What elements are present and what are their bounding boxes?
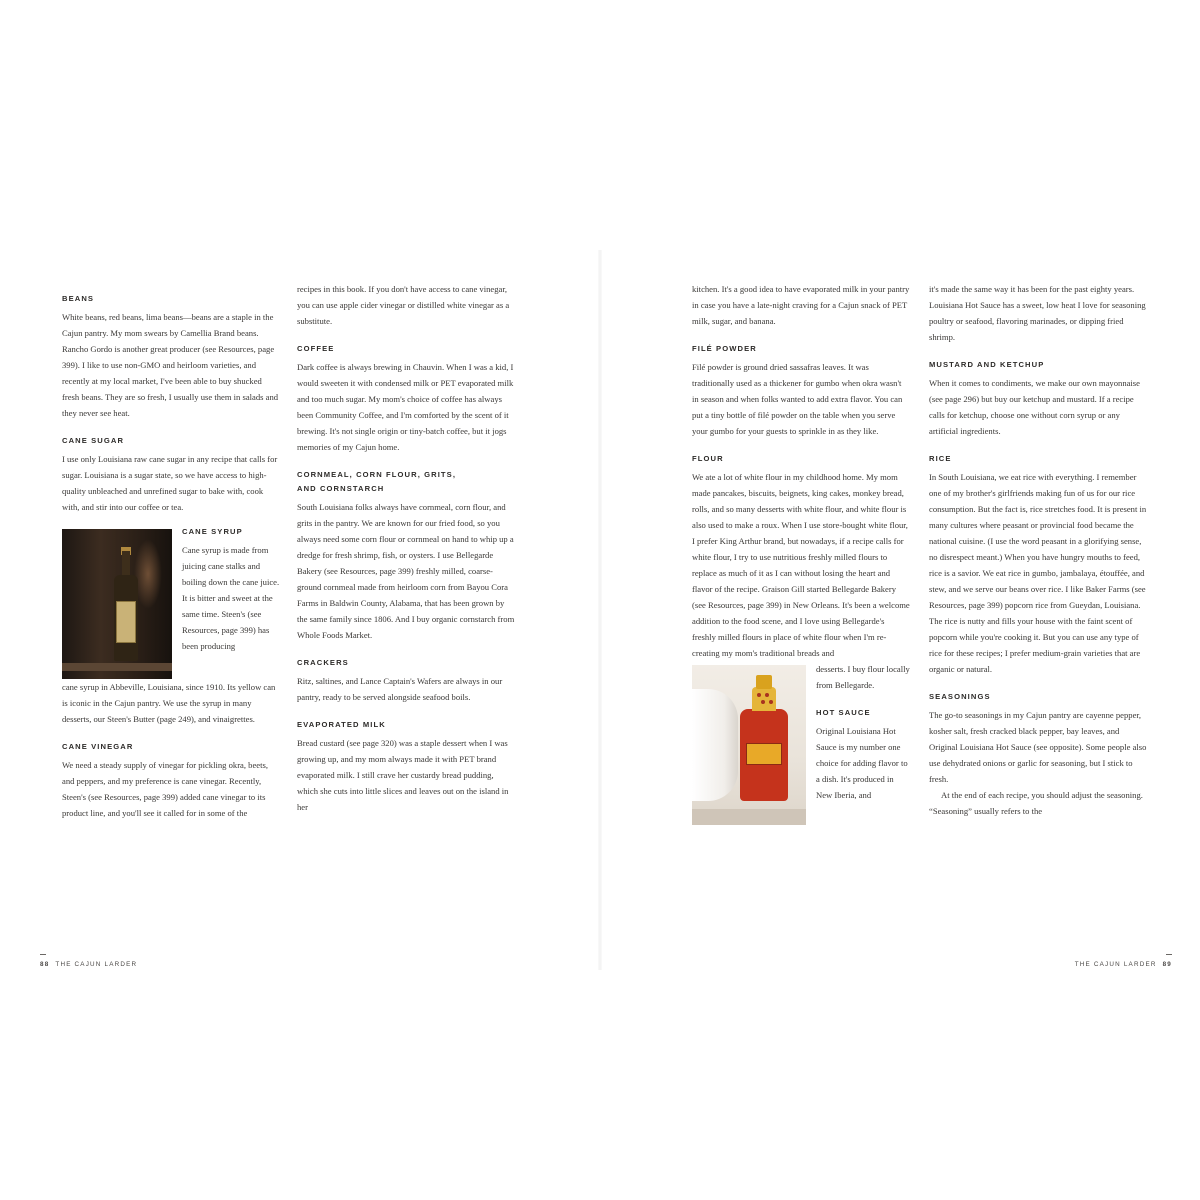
right-column-1 (692, 281, 910, 825)
cane-syrup-wrap (62, 525, 280, 679)
left-folio-rule (40, 954, 46, 955)
cane-vinegar-heading: CANE VINEGAR (62, 742, 134, 751)
coffee-text: Dark coffee is always brewing in Chauvin. When I was a kid, I would sweeten it with condensed milk or PET evaporated milk and too much sugar. My mom's choice of coffee has always been Community Coffee, and I'm comforted by the scent of it brewing. It's not single origin or tiny-batch coffee, but it jogs memories of my Cajun home. (297, 362, 514, 452)
left-column-1 (62, 292, 280, 821)
beans-text: White beans, red beans, lima beans—beans are a staple in the Cajun pantry. My mom swears by Camellia Brand beans. Rancho Gordo is another great producer (see Resources, page 399). I like to use non-GMO and heirloom varieties, and recently at my local market, I've been able to buy shucked fresh beans. They are so fresh, I usually use them in salads and they never see heat. (62, 312, 279, 418)
hot-sauce-text: Original Louisiana Hot Sauce is my number one choice for adding flavor to a dish. It's produced in New Iberia, and (816, 726, 908, 800)
evap-continued-text: kitchen. It's a good idea to have evaporated milk in your pantry in case you have a late-night craving for a Cajun snack of PET milk, sugar, and banana. (692, 284, 910, 326)
cornmeal-text: South Louisiana folks always have cornmeal, corn flour, and grits in the pantry. We are known for our fried food, so you always need some corn flour or cornmeal on hand to whip up a dredge for fresh shrimp, fish, or oysters. I use Bellegarde Bakery (see Resources, page 399) freshly milled, coarse-ground cornmeal made from heirloom corn from Bayou Cora Farms in Baldwin County, Alabama, that has been grown by the same family since 1806. And I buy organic cornstarch from Whole Foods Market. (297, 502, 515, 640)
rice-heading: RICE (929, 454, 952, 463)
beans-heading: BEANS (62, 294, 95, 303)
right-running-title: THE CAJUN LARDER (1074, 961, 1157, 968)
left-folio (34, 961, 137, 968)
right-page-number: 89 (1162, 961, 1172, 968)
seasonings-text-2: At the end of each recipe, you should adjust the seasoning. “Seasoning” usually refers to the (929, 790, 1143, 816)
seasonings-text: The go-to seasonings in my Cajun pantry are cayenne pepper, kosher salt, fresh cracked black pepper, bay leaves, and Original Louisiana Hot Sauce (see opposite). Some people also use dehydrated onions or garlic for seasoning, but I stick to fresh. (929, 710, 1147, 784)
crackers-heading: CRACKERS (297, 658, 349, 667)
seasonings-heading: SEASONINGS (929, 692, 991, 701)
hot-sauce-heading: HOT SAUCE (816, 708, 871, 717)
file-powder-text: Filé powder is ground dried sassafras leaves. It was traditionally used as a thickener for gumbo when okra wasn't in season and when folks wanted to add extra flavor. You can put a tiny bottle of filé powder on the table when you serve your gumbo for your guests to sprinkle in as they like. (692, 362, 903, 436)
cornmeal-heading-line-2: AND CORNSTARCH (297, 484, 385, 493)
left-page-number: 88 (40, 961, 50, 968)
cane-sugar-text: I use only Louisiana raw cane sugar in any recipe that calls for sugar. Louisiana is a sugar state, so we have access to high-quality unbleached and unrefined sugar to bake with, cook with, and stir into our coffee or tea. (62, 454, 278, 512)
right-folio-rule (1166, 954, 1172, 955)
vinegar-continued-text: recipes in this book. If you don't have access to cane vinegar, you can use apple cider vinegar or distilled white vinegar as a substitute. (297, 284, 510, 326)
hot-sauce-wrap (692, 661, 910, 825)
cornmeal-heading-line-1: CORNMEAL, CORN FLOUR, GRITS, (297, 470, 457, 479)
cane-vinegar-text: We need a steady supply of vinegar for pickling okra, beets, and peppers, and my preference is cane vinegar. Recently, Steen's (see Resources, page 399) added cane vinegar to its product line, and you'll see it called for in some of the (62, 760, 268, 818)
hot-sauce-bottle-photo (692, 665, 806, 825)
rice-text: In South Louisiana, we eat rice with everything. I remember one of my brother's girlfriends making fun of us for our rice consumption. But the fact is, rice stretches food. It is present in many cultures where peasant or provincial food became the national cuisine. (I use the word peasant in a glorifying sense, no disrespect meant.) When you have hungry mouths to feed, rice is a savior. We eat rice in gumbo, jambalaya, étouffée, and stew, and we serve our beans over rice. I like Baker Farms (see Resources, page 399) popcorn rice from Gueydan, Louisiana. The rice is nutty and fills your house with the faint scent of popcorn while you're cooking it. But you can use any type of rice for these recipes; I prefer medium-grain varieties that are organic or natural. (929, 472, 1147, 674)
cane-syrup-heading: CANE SYRUP (182, 527, 243, 536)
mustard-ketchup-heading: MUSTARD AND KETCHUP (929, 360, 1045, 369)
mustard-ketchup-text: When it comes to condiments, we make our own mayonnaise (see page 296) but buy our ketchup and mustard. If a recipe calls for ketchup, choose one without corn syrup or any artificial ingredients. (929, 378, 1140, 436)
file-powder-heading: FILÉ POWDER (692, 344, 757, 353)
book-gutter (598, 250, 602, 970)
coffee-heading: COFFEE (297, 344, 335, 353)
cane-syrup-wrap-text: Cane syrup is made from juicing cane stalks and boiling down the cane juice. It is bitter and sweet at the same time. Steen's (see Resources, page 399) has been producing (182, 545, 280, 651)
flour-wrap-text: desserts. I buy flour locally from Bellegarde. (816, 664, 910, 690)
liquor-bottle-photo (62, 529, 172, 679)
flour-text: We ate a lot of white flour in my childhood home. My mom made pancakes, biscuits, beignets, king cakes, monkey bread, rolls, and so many desserts with white flour, and white flour is also used to make a roux. When I use store-bought white flour, I prefer King Arthur brand, but nowadays, if a recipe calls for white flour, I try to use nutritious freshly milled flours to replace as much of it as I can without losing the heart and flavor of the recipe. Graison Gill started Bellegarde Bakery (see Resources, page 399) in New Orleans. It's been a welcome addition to the food scene, and I love using Bellegarde's freshly milled flours in place of white flour when I'm re-creating my mom's traditional breads and (692, 472, 910, 658)
flour-heading: FLOUR (692, 454, 724, 463)
right-column-2 (929, 281, 1147, 819)
hot-sauce-continued-text: it's made the same way it has been for the past eighty years. Louisiana Hot Sauce has a sweet, low heat I love for seasoning poultry or seafood, flavoring marinades, or dipping fried shrimp. (929, 284, 1146, 342)
left-running-title: THE CAJUN LARDER (55, 961, 138, 968)
evaporated-milk-text: Bread custard (see page 320) was a staple dessert when I was growing up, and my mom always made it with PET brand evaporated milk. I still crave her custardy bread pudding, which she cuts into little slices and leaves out on the island in her (297, 738, 509, 812)
crackers-text: Ritz, saltines, and Lance Captain's Wafers are always in our pantry, ready to be served alongside seafood boils. (297, 676, 503, 702)
evaporated-milk-heading: EVAPORATED MILK (297, 720, 386, 729)
cane-syrup-text: cane syrup in Abbeville, Louisiana, since 1910. Its yellow can is iconic in the Cajun pantry. We use the syrup in many desserts, our Steen's Butter (page 249), and vinaigrettes. (62, 682, 276, 724)
cane-sugar-heading: CANE SUGAR (62, 436, 125, 445)
right-folio (1075, 961, 1178, 968)
left-column-2 (297, 281, 515, 815)
